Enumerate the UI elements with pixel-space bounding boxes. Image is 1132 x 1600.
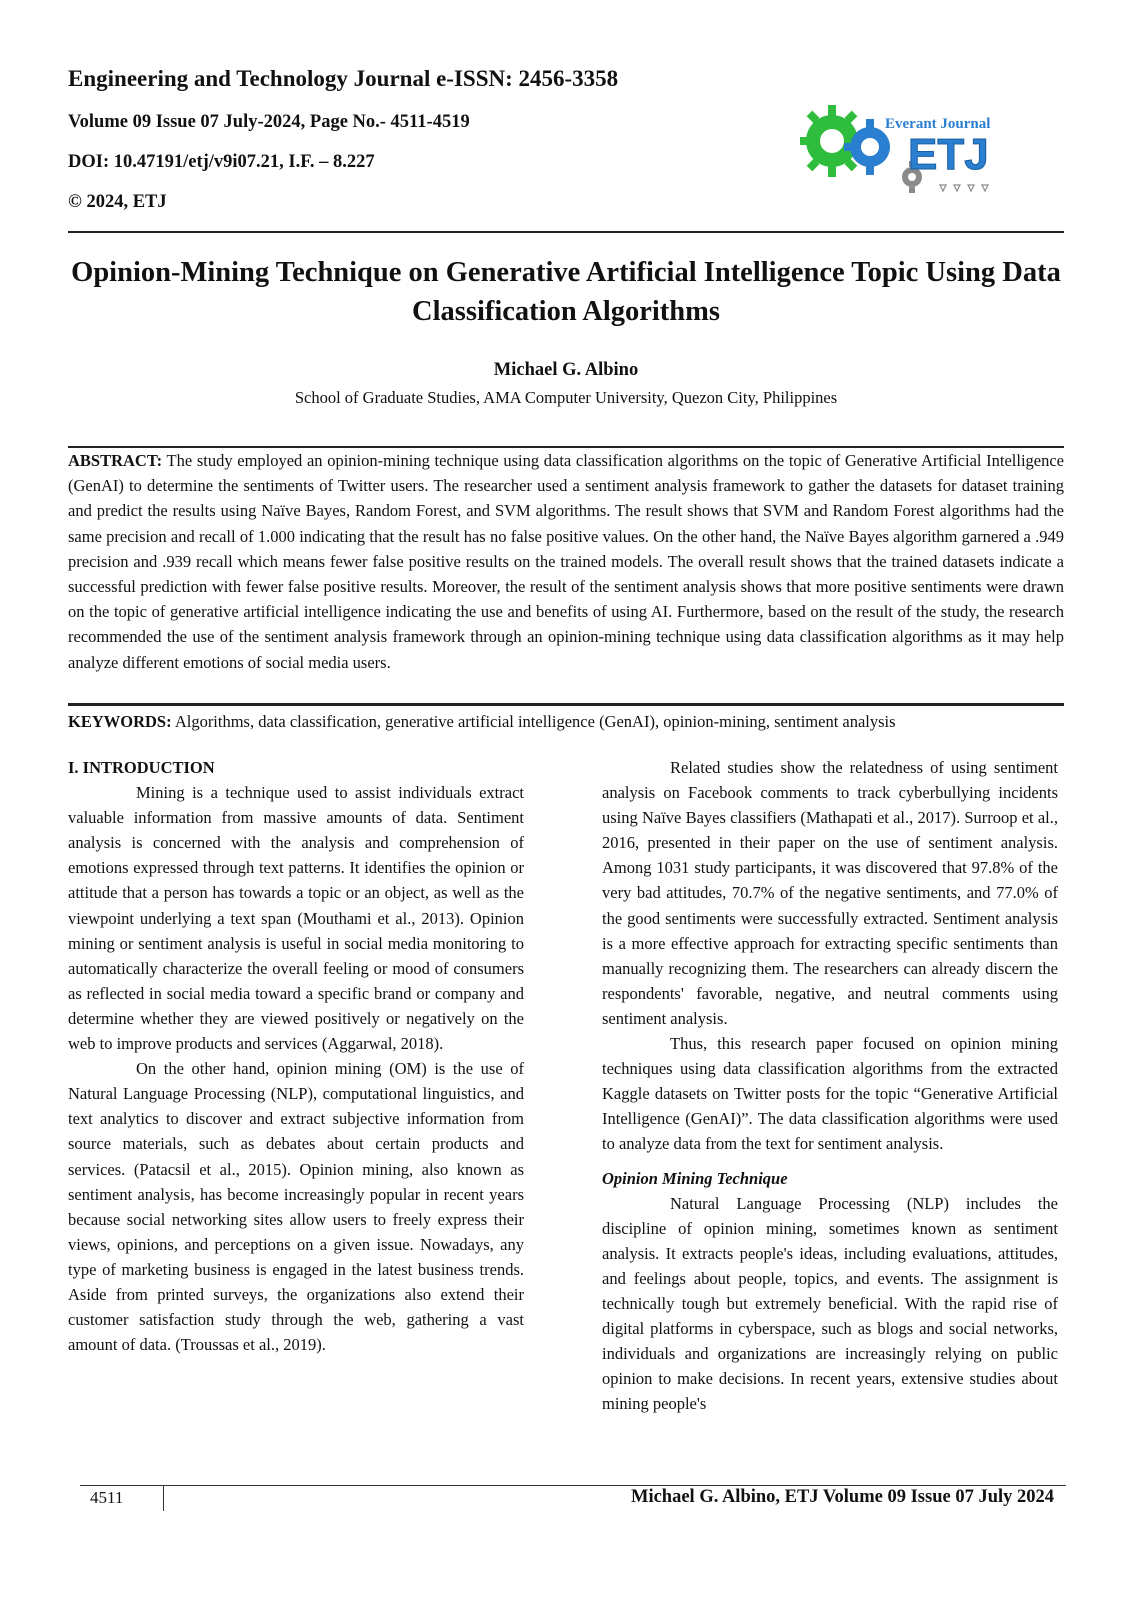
abstract-text: The study employed an opinion-mining technique using data classification algorithms on the topic of Generative Artificial Intelligence (GenAI) to determine the sentiments of Twitter users. The researcher used a sentiment analysis framework to gather the datasets for dataset training and predict the results using Naïve Bayes, Random Forest, and SVM algorithms. The result shows that SVM and Random Forest algorithms had the same precision and recall of 1.000 indicating that the result has no false positive values. On the other hand, the Naïve Bayes algorithm garnered a .949 precision and .939 recall which means fewer false positive results on the trained models. The overall result shows that the trained datasets indicate a successful prediction with fewer false positive results. Moreover, the result of the sentiment analysis shows that more positive sentiments were drawn on the topic of generative artificial intelligence indicating the use and benefits of using AI. Furthermore, based on the result of the study, the research recommended the use of the sentiment analysis framework through an opinion-mining technique using data classification algorithms as it may help analyze different emotions of social media users. (68, 451, 1065, 672)
paper-title: Opinion-Mining Technique on Generative Artificial Intelligence Topic Using Data Classification Algorithms (71, 257, 1061, 327)
page-number: 4511 (90, 1488, 124, 1507)
etj-logo-name: Everant Journal (885, 116, 991, 132)
left-column (68, 755, 524, 1357)
paragraph: Mining is a technique used to assist individuals extract valuable information from massive amounts of data. Sentiment analysis is concerned with the analysis and comprehension of emotions expressed through text patterns. It identifies the opinion or attitude that a person has towards a topic or an object, as well as the viewpoint underlying a text span (Mouthami et al., 2013). Opinion mining or sentiment analysis is useful in social media monitoring to automatically characterize the overall feeling or mood of consumers as reflected in social media toward a specific brand or company and determine whether they are viewed positively or negatively on the web to improve products and services (Aggarwal, 2018). (68, 783, 524, 1054)
doi-info: DOI: 10.47191/etj/v9i07.21, I.F. – 8.227 (68, 152, 375, 172)
abstract-bottom-divider (68, 703, 1064, 706)
author-name: Michael G. Albino (493, 360, 639, 380)
etj-logo (800, 95, 1025, 203)
paragraph: On the other hand, opinion mining (OM) is the use of Natural Language Processing (NLP), computational linguistics, and text analytics to discover and extract subjective information from source materials, such as debates about certain products and services. (Patacsil et al., 2015). Opinion mining, also known as sentiment analysis, has become increasingly popular in recent years because social networking sites allow users to freely express their views, opinions, and perceptions on a given issue. Nowadays, any type of marketing business is engaged in the latest business trends. Aside from printed surveys, the organizations also extend their customer satisfaction study through the web, gathering a vast amount of data. (Troussas et al., 2019). (68, 1059, 524, 1355)
keywords-label: KEYWORDS: (68, 712, 172, 731)
journal-name: Engineering and Technology Journal e-ISSN: 2456-3358 (68, 66, 619, 91)
copyright: © 2024, ETJ (68, 192, 167, 212)
subsection-heading: Opinion Mining Technique (602, 1168, 788, 1188)
section-heading-introduction: I. INTRODUCTION (68, 758, 215, 777)
right-column (602, 755, 1058, 1416)
abstract (68, 448, 1064, 675)
abstract-label: ABSTRACT: (68, 451, 163, 470)
running-footer: Michael G. Albino, ETJ Volume 09 Issue 07 July 2024 (631, 1487, 1054, 1507)
volume-info: Volume 09 Issue 07 July-2024, Page No.- 4511-4519 (68, 112, 470, 132)
paragraph: Thus, this research paper focused on opinion mining techniques using data classification algorithms from the extracted Kaggle datasets on Twitter posts for the topic “Generative Artificial Intelligence (GenAI)”. The data classification algorithms were used to analyze data from the text for sentiment analysis. (602, 1034, 1058, 1154)
paragraph: Natural Language Processing (NLP) includes the discipline of opinion mining, sometimes known as sentiment analysis. It extracts people's ideas, including evaluations, attitudes, and feelings about people, topics, and events. The assignment is technically tough but extremely beneficial. With the rapid rise of digital platforms in cyberspace, such as blogs and social networks, individuals and organizations are increasingly relying on public opinion to make decisions. In recent years, extensive studies about mining people's (602, 1193, 1058, 1414)
etj-logo-abbr: ETJ (908, 130, 989, 179)
header-divider (68, 231, 1064, 233)
keywords-text: Algorithms, data classification, generative artificial intelligence (GenAI), opinion-mining, sentiment analysis (174, 712, 896, 731)
footer-separator (163, 1486, 164, 1511)
footer-divider (80, 1485, 1066, 1486)
keywords (68, 709, 1064, 734)
paragraph: Related studies show the relatedness of using sentiment analysis on Facebook comments to track cyberbullying incidents using Naïve Bayes classifiers (Mathapati et al., 2017). Surroop et al., 2016, presented in their paper on the use of sentiment analysis. Among 1031 study participants, it was discovered that 97.8% of the very bad attitudes, 70.7% of the negative sentiments, and 77.0% of the good sentiments were successfully extracted. Sentiment analysis is a more effective approach for extracting specific sentiments than manually recognizing them. The researchers can already discern the respondents' favorable, negative, and neutral comments using sentiment analysis. (602, 758, 1058, 1028)
author-affiliation: School of Graduate Studies, AMA Computer University, Quezon City, Philippines (294, 388, 838, 407)
